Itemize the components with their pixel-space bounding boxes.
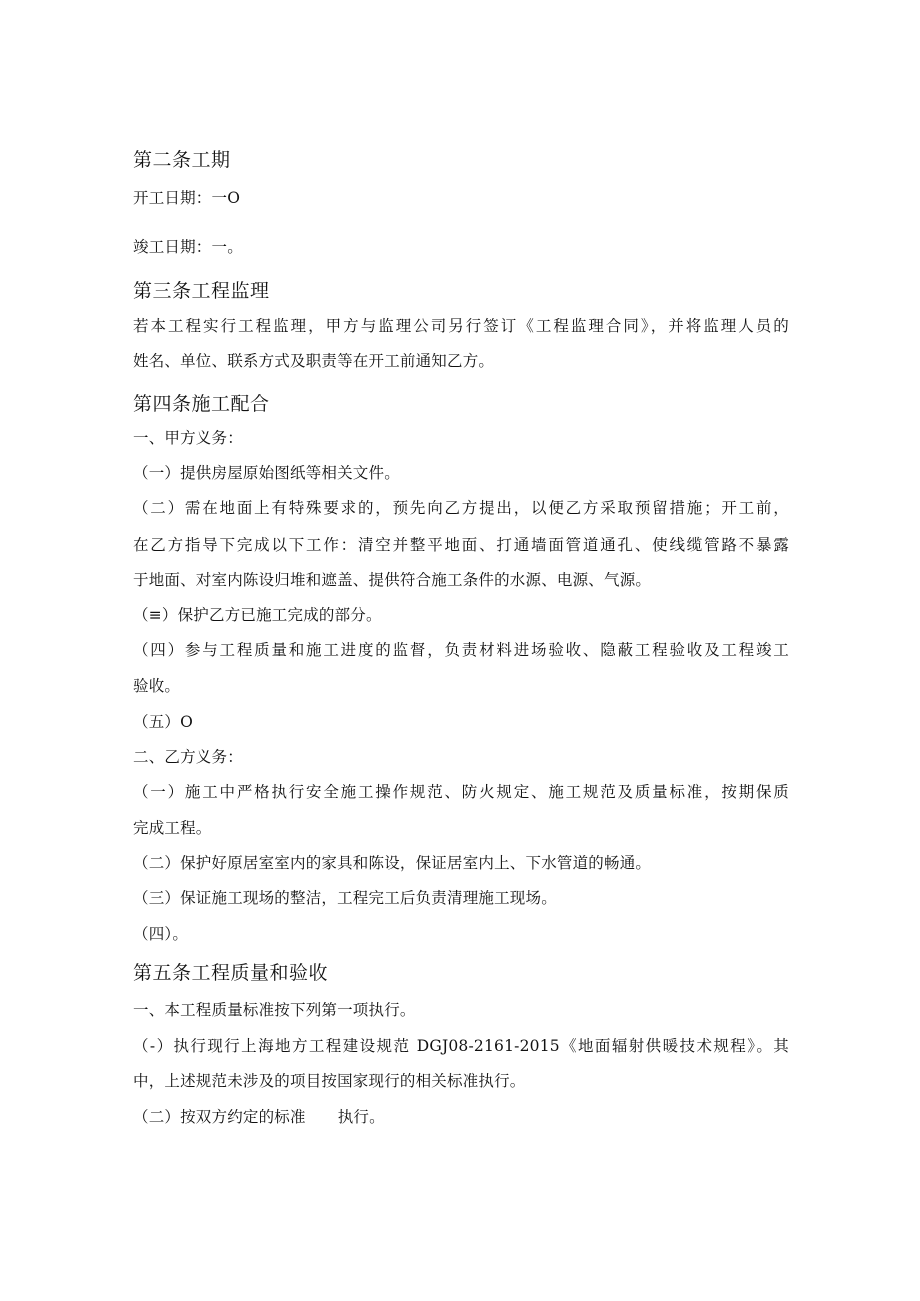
party-a-item-3: （≡）保护乙方已施工完成的部分。 bbox=[133, 606, 382, 624]
party-b-item-1-line-1: （一）施工中严格执行安全施工操作规范、防火规定、施工规范及质量标准，按期保质 bbox=[133, 783, 789, 801]
party-a-item-5: （五）O bbox=[133, 713, 194, 731]
quality-item-1-line-1: （-）执行现行上海地方工程建设规范 DGJ08-2161-2015《地面辐射供暖技术规程》。其 bbox=[133, 1037, 789, 1055]
party-a-item-1: （一）提供房屋原始图纸等相关文件。 bbox=[133, 464, 400, 482]
end-date-line: 竣工日期：一。 bbox=[133, 238, 243, 256]
quality-item-2 bbox=[133, 1107, 385, 1127]
party-b-item-4: （四）。 bbox=[133, 925, 189, 943]
party-b-item-1-line-2: 完成工程。 bbox=[133, 819, 212, 837]
start-date-line: 开工日期：一O bbox=[133, 189, 241, 207]
section-5-title: 第五条工程质量和验收 bbox=[133, 962, 329, 984]
section-3-title: 第三条工程监理 bbox=[133, 280, 270, 302]
party-a-heading: 一、甲方义务： bbox=[133, 429, 243, 447]
party-a-item-4-line-1: （四）参与工程质量和施工进度的监督，负责材料进场验收、隐蔽工程验收及工程竣工 bbox=[133, 641, 789, 659]
party-b-heading: 二、乙方义务： bbox=[133, 748, 243, 766]
section-2-title: 第二条工期 bbox=[133, 149, 231, 171]
party-a-item-2-line-1: （二）需在地面上有特殊要求的，预先向乙方提出，以便乙方采取预留措施；开工前， bbox=[133, 499, 789, 517]
quality-item-2-text: （二）按双方约定的标准 bbox=[133, 1108, 306, 1126]
party-b-item-3: （三）保证施工现场的整洁，工程完工后负责清理施工现场。 bbox=[133, 889, 557, 907]
quality-item-2-suffix: 执行。 bbox=[337, 1108, 385, 1126]
party-b-item-2: （二）保护好原居室室内的家具和陈设，保证居室内上、下水管道的畅通。 bbox=[133, 854, 652, 872]
section-3-paragraph-line-2: 姓名、单位、联系方式及职责等在开工前通知乙方。 bbox=[133, 352, 495, 370]
party-a-item-4-line-2: 验收。 bbox=[133, 677, 181, 695]
section-4-title: 第四条施工配合 bbox=[133, 393, 270, 415]
quality-item-1-line-2: 中，上述规范未涉及的项目按国家现行的相关标准执行。 bbox=[133, 1072, 526, 1090]
section-3-paragraph-line-1: 若本工程实行工程监理，甲方与监理公司另行签订《工程监理合同》，并将监理人员的 bbox=[133, 317, 789, 335]
quality-standard-intro: 一、本工程质量标准按下列第一项执行。 bbox=[133, 1001, 416, 1019]
party-a-item-2-line-2: 在乙方指导下完成以下工作：清空并整平地面、打通墙面管道通孔、使线缆管路不暴露 bbox=[133, 536, 789, 554]
party-a-item-2-line-3: 于地面、对室内陈设归堆和遮盖、提供符合施工条件的水源、电源、气源。 bbox=[133, 571, 652, 589]
